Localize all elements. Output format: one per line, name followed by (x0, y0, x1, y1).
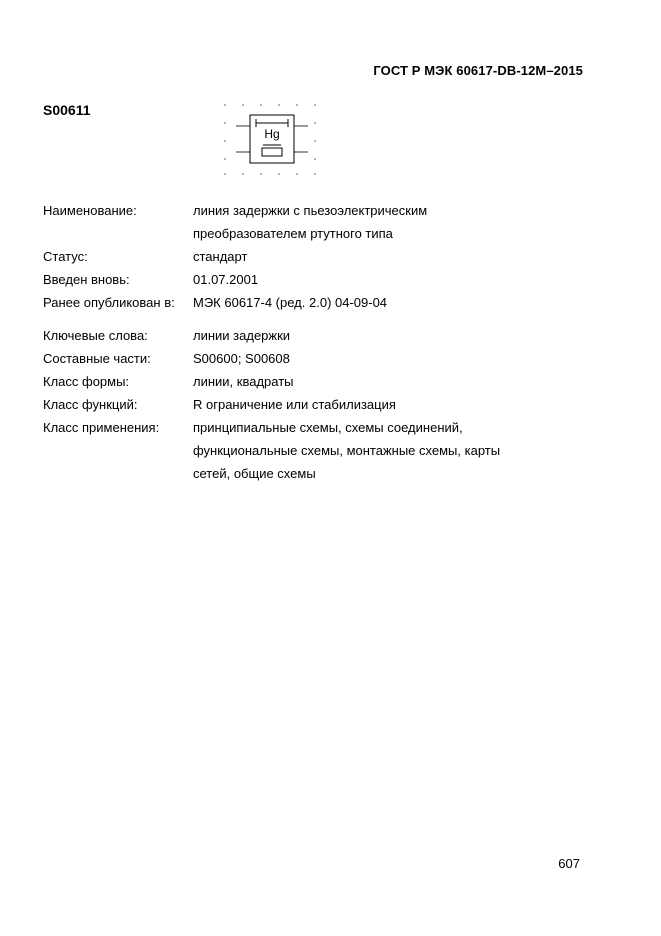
label-components: Составные части: (43, 351, 151, 366)
label-status: Статус: (43, 249, 88, 264)
value-shape-class: линии, квадраты (193, 374, 294, 389)
value-status: стандарт (193, 249, 248, 264)
delay-line-symbol (218, 98, 328, 180)
page-number: 607 (558, 856, 580, 871)
label-keywords: Ключевые слова: (43, 328, 148, 343)
value-keywords: линии задержки (193, 328, 291, 343)
mercury-label: Hg (264, 127, 280, 141)
label-name: Наименование: (43, 203, 137, 218)
label-previously-published: Ранее опубликован в: (43, 295, 175, 310)
label-shape-class: Класс формы: (43, 374, 130, 389)
value-previously-published: МЭК 60617-4 (ред. 2.0) 04-09-04 (193, 295, 388, 310)
value-function-class: R ограничение или стабилизация (193, 397, 396, 412)
value-name-line-2: преобразователем ртутного типа (193, 226, 393, 241)
transducer-element (262, 148, 282, 156)
value-application-class-line-2: функциональные схемы, монтажные схемы, карты (193, 443, 501, 458)
symbol-code: S00611 (43, 102, 91, 118)
label-function-class: Класс функций: (43, 397, 138, 412)
value-application-class-line-3: сетей, общие схемы (193, 466, 316, 481)
value-application-class-line-1: принципиальные схемы, схемы соединений, (193, 420, 463, 435)
label-introduced: Введен вновь: (43, 272, 130, 287)
value-introduced: 01.07.2001 (193, 272, 259, 287)
label-application-class: Класс применения: (43, 420, 160, 435)
value-components: S00600; S00608 (193, 351, 290, 366)
document-header: ГОСТ Р МЭК 60617-DB-12M–2015 (373, 63, 583, 78)
value-name-line-1: линия задержки с пьезоэлектрическим (193, 203, 428, 218)
